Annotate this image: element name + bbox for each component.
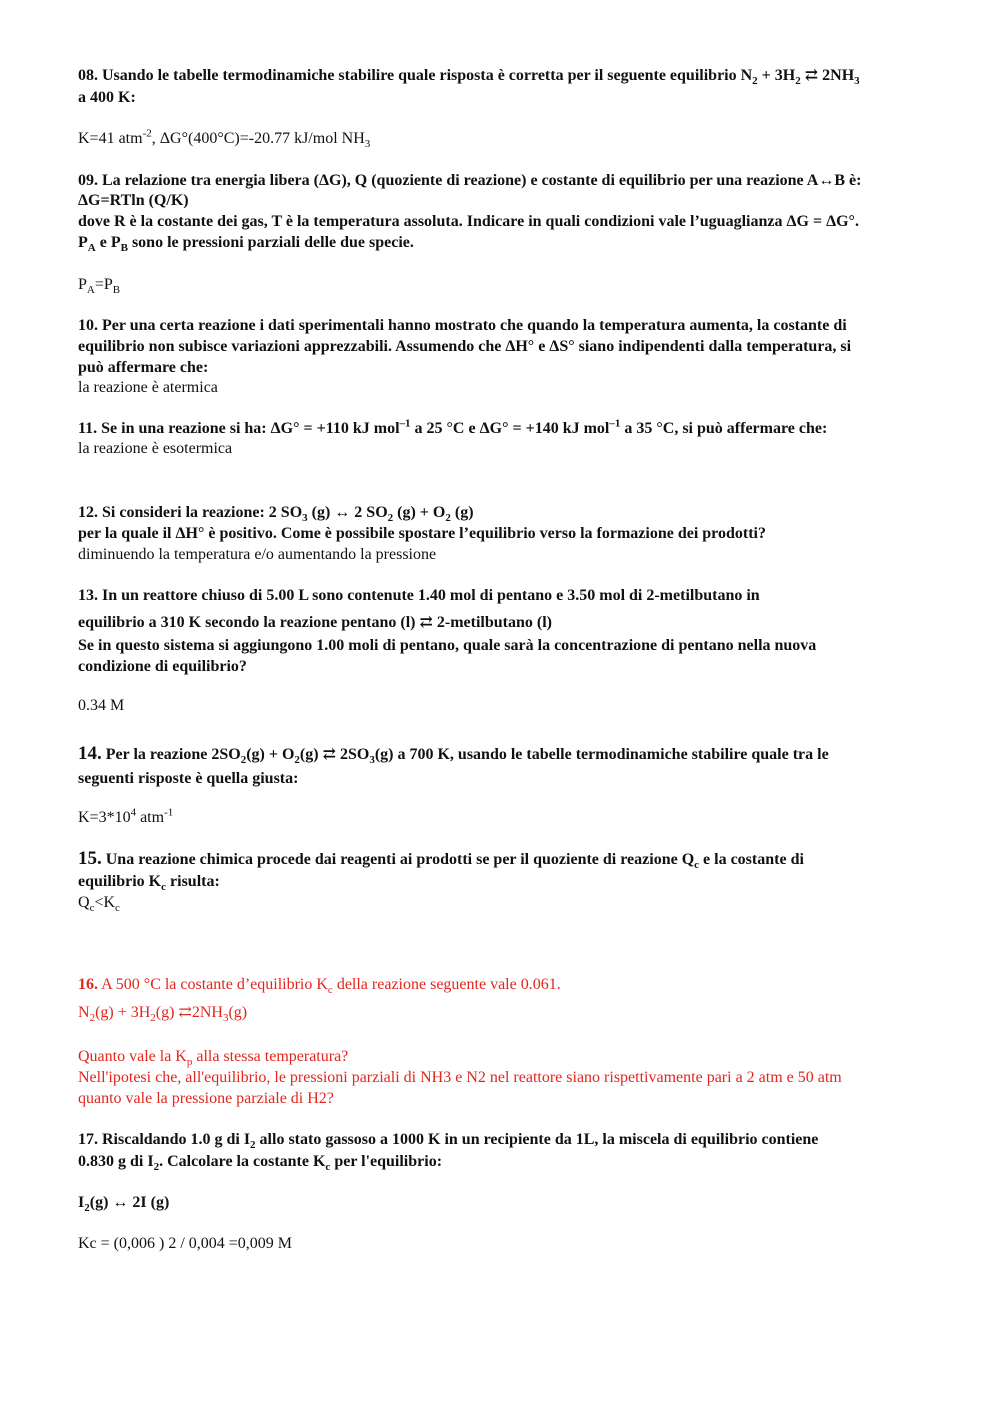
q10-line-3: può affermare che:: [78, 359, 209, 376]
q17-line-2: 0.830 g di $I_2$. Calcolare la costante $K_c$ per l'equilibrio:: [78, 1153, 443, 1174]
q11-answer: la reazione è esotermica: [78, 440, 233, 457]
q17-line-1: 17. Riscaldando 1.0 g di $I_2$ allo stato gassoso a 1000 K in un recipiente da 1L, la miscela di equilibrio contiene: [78, 1131, 819, 1152]
q09-line-2: ΔG=RTln (Q/K): [78, 192, 189, 209]
q08-answer: K=41 atm$^{-2}$, ΔG°(400°C)=-20.77 kJ/mol $NH_3$: [78, 127, 371, 151]
q13-line-1: 13. In un reattore chiuso di 5.00 L sono contenute 1.40 mol di pentano e 3.50 mol di 2-metilbutano in: [78, 587, 760, 604]
q13-line-3: Se in questo sistema si aggiungono 1.00 moli di pentano, quale sarà la concentrazione di pentano nella nuova: [78, 637, 817, 654]
q10-line-2: equilibrio non subisce variazioni apprezzabili. Assumendo che ΔH° e ΔS° siano indipendenti dalla temperatura, si: [78, 338, 852, 355]
q14-line-2: seguenti risposte è quella giusta:: [78, 770, 299, 787]
q09-answer: $P_A=P_B$: [78, 276, 121, 297]
q13-answer: 0.34 M: [78, 697, 125, 714]
q11-line-1: 11. Se in una reazione si ha: ΔG° = +110 kJ mol$^{-1}$ a 25 °C e ΔG° = +140 kJ mol$^{-1}$ a 35 °C, si può affermare che:: [78, 417, 828, 437]
q08-line-2: a 400 K:: [78, 89, 136, 106]
q16-line-1: 16. A 500 °C la costante d’equilibrio $K_c$ della reazione seguente vale 0.061.: [78, 976, 561, 997]
q15-answer: $Q_c<K_c$: [78, 894, 120, 915]
q16-reaction: $N_2(g) + 3H_2(g)$ $⇄2NH_3(g)$: [78, 1004, 248, 1025]
q12-answer: diminuendo la temperatura e/o aumentando la pressione: [78, 546, 437, 563]
q14-line-1: 14. Per la reazione $2SO_2(g) + O_2(g)$ ⇄ $2SO_3(g)$ a 700 K, usando le tabelle termodinamiche stabilire quale tra le: [78, 743, 829, 767]
q09-line-1: 09. La relazione tra energia libera (ΔG), Q (quoziente di reazione) e costante di equilibrio per una reazione A↔B è:: [78, 172, 862, 189]
q12-line-1: 12. Si consideri la reazione: 2 $SO_3$ (g) ↔ 2 $SO_2$ $(g) + O_2$ (g): [78, 504, 474, 525]
q13-line-4: condizione di equilibrio?: [78, 658, 247, 675]
q14-answer: $K=3*10^4$ atm$^{-1}$: [78, 806, 174, 826]
q15-line-1: 15. Una reazione chimica procede dai reagenti ai prodotti se per il quoziente di reazione $Q_c$ e la costante di: [78, 848, 804, 872]
q17-answer: Kc = (0,006 ) 2 / 0,004 =0,009 M: [78, 1235, 293, 1252]
q10-line-1: 10. Per una certa reazione i dati sperimentali hanno mostrato che quando la temperatura aumenta, la costante di: [78, 317, 847, 334]
q12-line-2: per la quale il ΔH° è positivo. Come è possibile spostare l’equilibrio verso la formazione dei prodotti?: [78, 525, 766, 542]
q16-line-4: Nell'ipotesi che, all'equilibrio, le pressioni parziali di NH3 e N2 nel reattore siano rispettivamente pari a 2 atm e 50 atm: [78, 1069, 842, 1086]
q13-line-2: equilibrio a 310 K secondo la reazione pentano (l) ⇄ 2-metilbutano (l): [78, 614, 552, 631]
q15-line-2: equilibrio $K_c$ risulta:: [78, 873, 220, 894]
q09-line-4: $P_A$ e $P_B$ sono le pressioni parziali delle due specie.: [78, 234, 414, 255]
q09-line-3: dove R è la costante dei gas, T è la temperatura assoluta. Indicare in quali condizioni vale l’uguaglianza ΔG = ΔG°.: [78, 213, 859, 230]
q08-line-1: 08. Usando le tabelle termodinamiche stabilire quale risposta è corretta per il seguente equilibrio $N_2 + 3H_2$ ⇄ $2NH_3$: [78, 67, 860, 88]
q16-line-3: Quanto vale la $K_p$ alla stessa temperatura?: [78, 1048, 349, 1069]
q17-equation: $I_2(g)$ ↔ 2I (g): [78, 1194, 170, 1215]
q16-line-5: quanto vale la pressione parziale di H2?: [78, 1090, 334, 1107]
q10-answer: la reazione è atermica: [78, 379, 218, 396]
